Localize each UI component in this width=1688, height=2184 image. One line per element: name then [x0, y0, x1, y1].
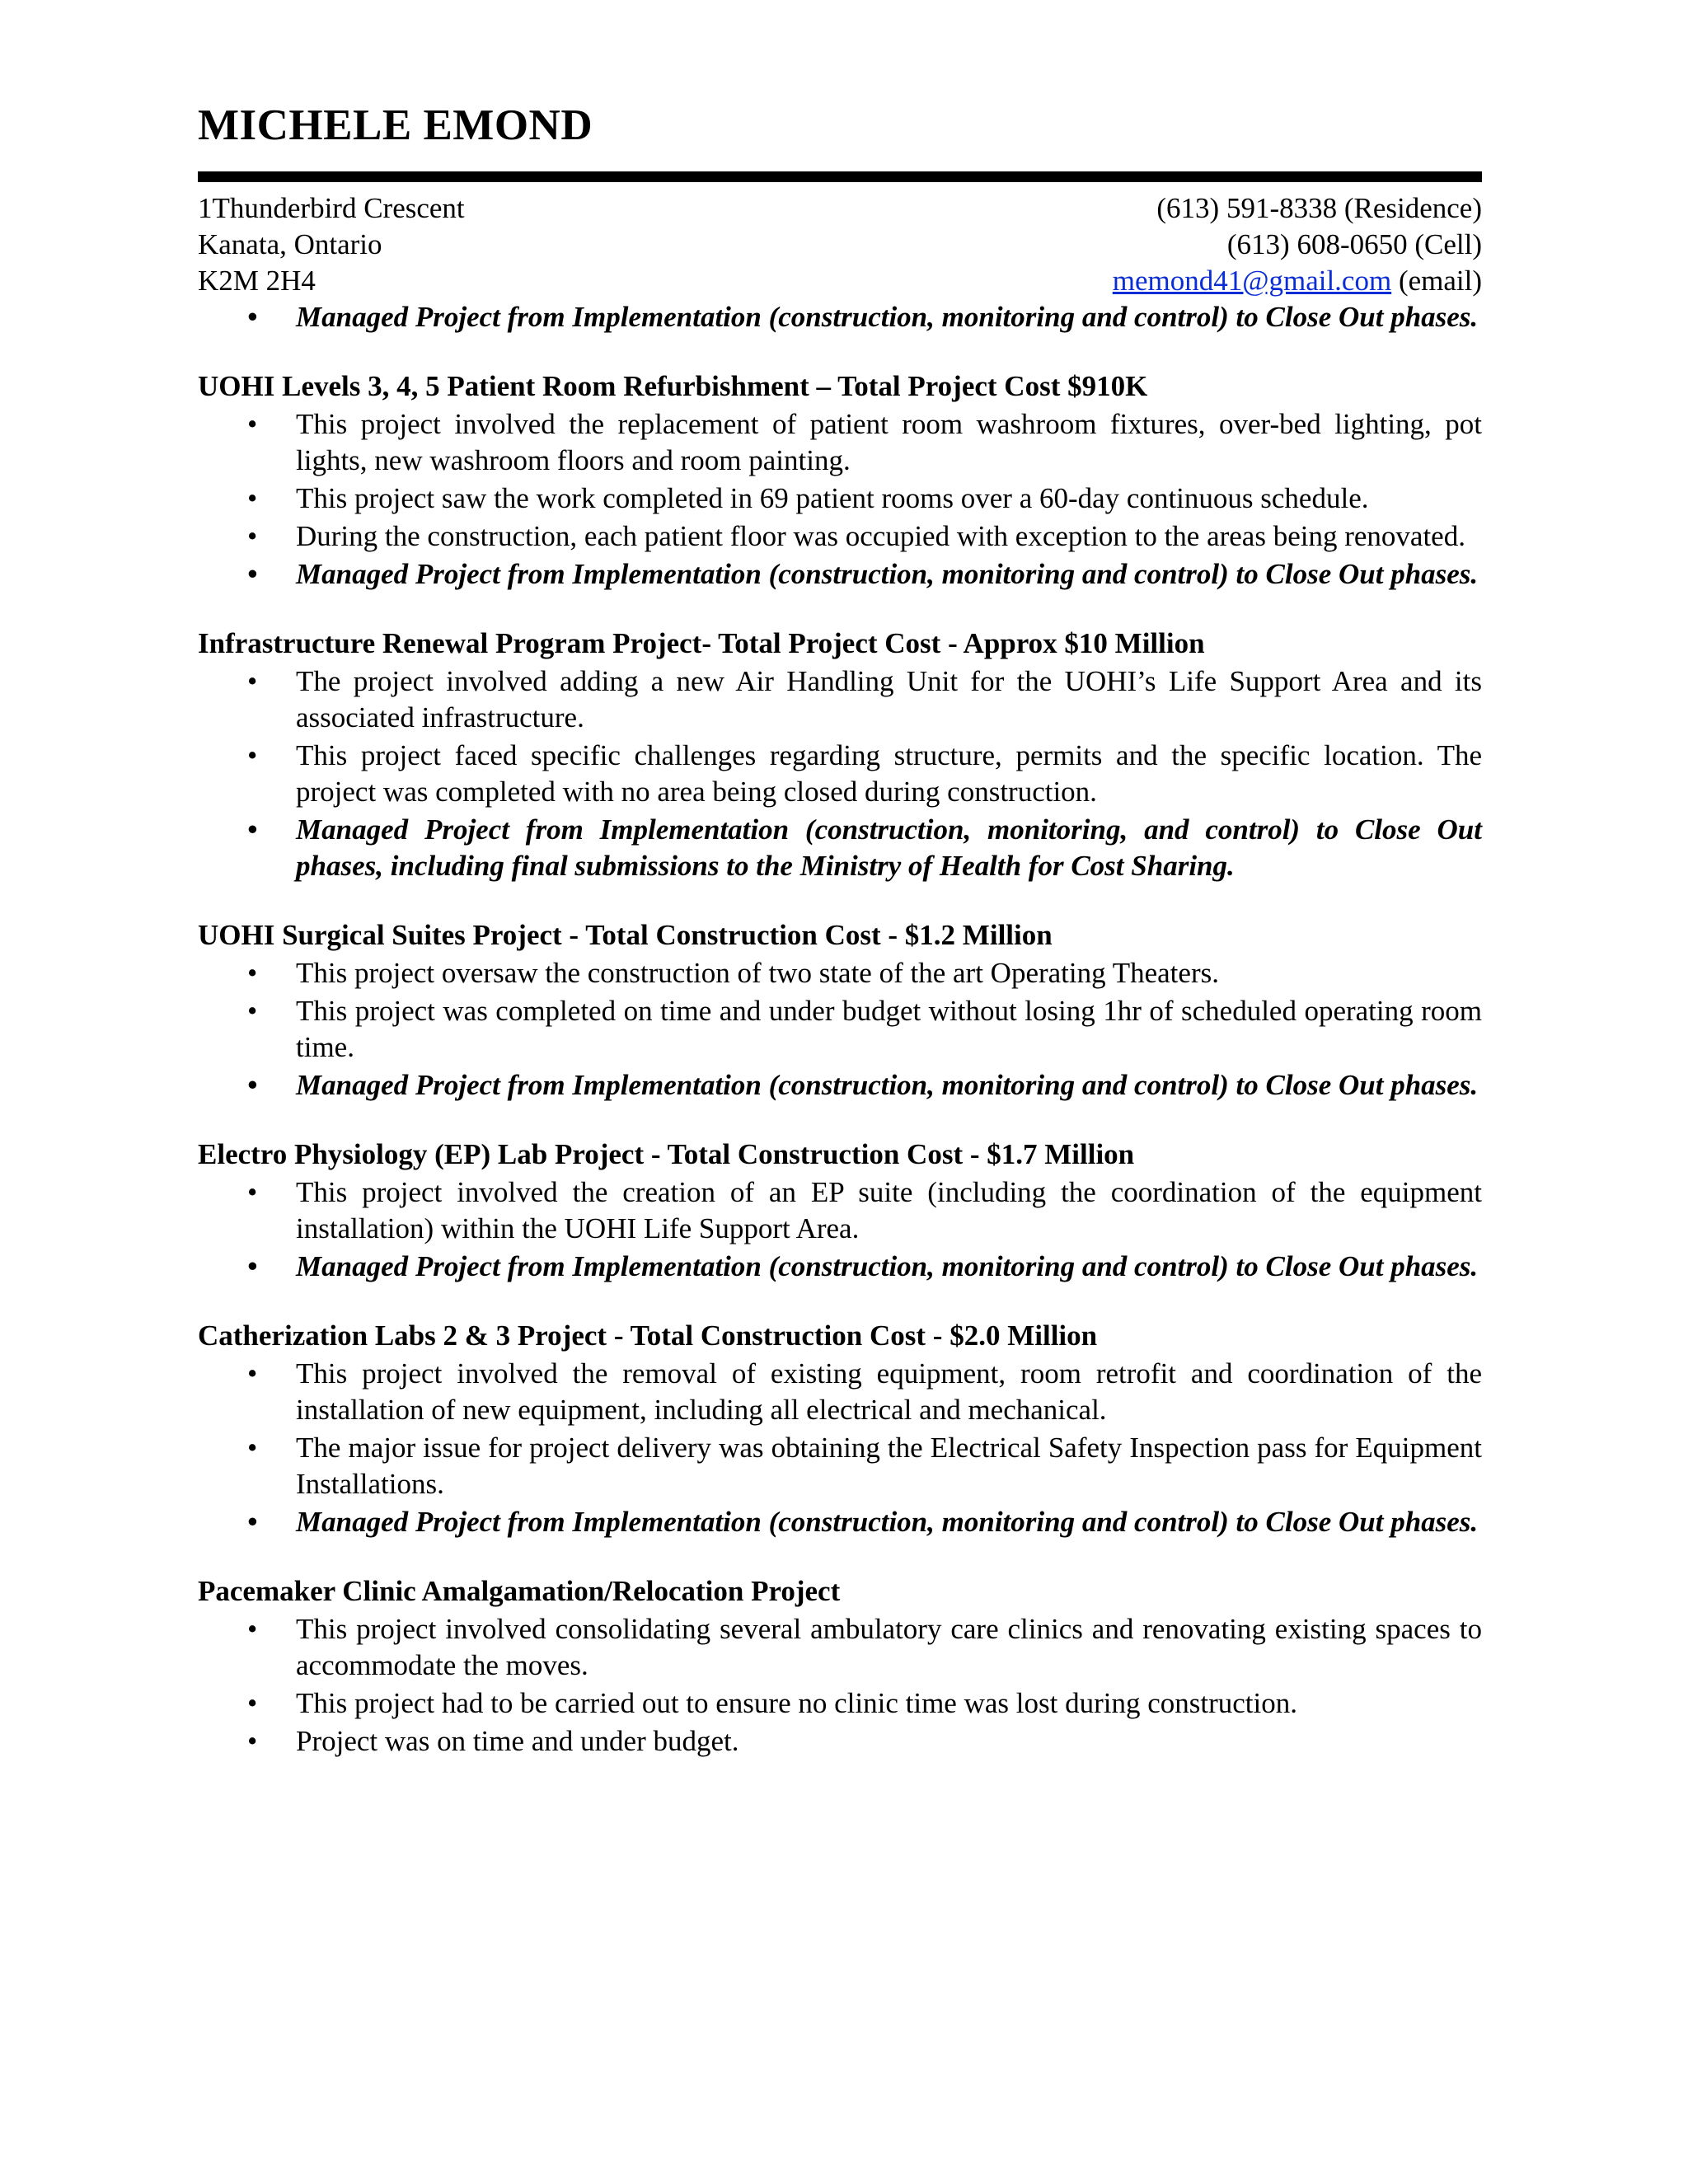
list-item-text: The major issue for project delivery was obtaining the Electrical Safety Inspection pass for Equipment Installations.	[296, 1432, 1482, 1500]
section-patient-room-refurbishment	[198, 368, 1482, 593]
list-item	[198, 1249, 1482, 1285]
list-item-text: This project had to be carried out to ensure no clinic time was lost during construction.	[296, 1687, 1297, 1719]
list-item-text: This project involved consolidating several ambulatory care clinics and renovating existing spaces to accommodate the moves.	[296, 1613, 1482, 1681]
bullet-icon: •	[247, 739, 258, 771]
list-item	[198, 1723, 1482, 1760]
section-title: Electro Physiology (EP) Lab Project - Total Construction Cost - $1.7 Million	[198, 1138, 1135, 1170]
list-item-text: Project was on time and under budget.	[296, 1725, 739, 1757]
address-postal: K2M 2H4	[198, 265, 316, 297]
bullet-icon: •	[247, 995, 258, 1027]
candidate-name: MICHELE EMOND	[198, 101, 593, 149]
intro-bullet-list	[198, 299, 1482, 335]
bullet-list	[198, 663, 1482, 884]
list-item-text: Managed Project from Implementation (construction, monitoring and control) to Close Out phases.	[296, 1506, 1479, 1538]
list-item	[198, 1504, 1482, 1540]
contact-block	[198, 190, 1482, 299]
bullet-icon: •	[247, 813, 258, 846]
section-title: UOHI Levels 3, 4, 5 Patient Room Refurbishment – Total Project Cost $910K	[198, 370, 1148, 402]
bullet-icon: •	[247, 482, 258, 514]
bullet-icon: •	[247, 520, 258, 552]
list-item	[198, 518, 1482, 555]
list-item	[198, 955, 1482, 991]
section-infrastructure-renewal	[198, 626, 1482, 884]
section-title: Pacemaker Clinic Amalgamation/Relocation Project	[198, 1575, 841, 1607]
list-item	[198, 1685, 1482, 1722]
bullet-list	[198, 1174, 1482, 1285]
bullet-icon: •	[247, 1613, 258, 1645]
bullet-icon: •	[247, 665, 258, 697]
list-item	[198, 1356, 1482, 1428]
bullet-list	[198, 955, 1482, 1104]
list-item	[198, 299, 1482, 335]
list-item-text: This project saw the work completed in 69 patient rooms over a 60-day continuous schedule.	[296, 482, 1369, 514]
list-item	[198, 1430, 1482, 1502]
list-item-text: This project involved the replacement of patient room washroom fixtures, over-bed lighting, pot lights, new washroom floors and room painting.	[296, 408, 1482, 476]
bullet-list	[198, 406, 1482, 593]
list-item-text: Managed Project from Implementation (construction, monitoring and control) to Close Out phases.	[296, 558, 1479, 590]
resume-page	[198, 97, 1482, 1761]
section-title: Catherization Labs 2 & 3 Project - Total Construction Cost - $2.0 Million	[198, 1319, 1098, 1352]
list-item	[198, 993, 1482, 1066]
bullet-icon: •	[247, 1725, 258, 1757]
list-item	[198, 663, 1482, 736]
list-item	[198, 406, 1482, 479]
list-item-text: This project was completed on time and under budget without losing 1hr of scheduled operating room time.	[296, 995, 1482, 1063]
section-surgical-suites	[198, 917, 1482, 1104]
bullet-icon: •	[247, 957, 258, 989]
bullet-icon: •	[247, 408, 258, 440]
bullet-icon: •	[247, 1432, 258, 1464]
list-item	[198, 480, 1482, 517]
list-item-text: This project involved the removal of existing equipment, room retrofit and coordination of the installation of new equipment, including all electrical and mechanical.	[296, 1357, 1482, 1426]
bullet-list	[198, 1611, 1482, 1760]
section-catherization-labs	[198, 1318, 1482, 1540]
list-item	[198, 1611, 1482, 1684]
list-item-text: Managed Project from Implementation (construction, monitoring and control) to Close Out phases.	[296, 1069, 1479, 1101]
address-city: Kanata, Ontario	[198, 228, 382, 260]
bullet-list	[198, 1356, 1482, 1540]
address-street: 1Thunderbird Crescent	[198, 192, 465, 224]
list-item-text: This project faced specific challenges regarding structure, permits and the specific location. The project was completed with no area being closed during construction.	[296, 739, 1482, 808]
list-item-text: During the construction, each patient floor was occupied with exception to the areas being renovated.	[296, 520, 1465, 552]
list-item-text: Managed Project from Implementation (construction, monitoring and control) to Close Out phases.	[296, 301, 1479, 333]
list-item	[198, 812, 1482, 884]
address-block	[198, 190, 465, 299]
bullet-icon: •	[247, 1250, 258, 1282]
section-pacemaker-clinic	[198, 1573, 1482, 1760]
bullet-icon: •	[247, 1506, 258, 1538]
bullet-icon: •	[247, 1176, 258, 1208]
list-item	[198, 556, 1482, 593]
email-suffix: (email)	[1391, 265, 1482, 297]
header-rule	[198, 171, 1482, 182]
bullet-icon: •	[247, 1357, 258, 1390]
list-item-text: This project involved the creation of an EP suite (including the coordination of the equipment installation) within the UOHI Life Support Area.	[296, 1176, 1482, 1244]
list-item	[198, 738, 1482, 810]
section-title: UOHI Surgical Suites Project - Total Construction Cost - $1.2 Million	[198, 919, 1053, 951]
email-link[interactable]: memond41@gmail.com	[1112, 265, 1392, 297]
phone-cell: (613) 608-0650 (Cell)	[1226, 228, 1482, 260]
list-item-text: Managed Project from Implementation (construction, monitoring and control) to Close Out phases.	[296, 1250, 1479, 1282]
bullet-icon: •	[247, 301, 258, 333]
section-ep-lab	[198, 1137, 1482, 1285]
bullet-icon: •	[247, 1687, 258, 1719]
phone-residence: (613) 591-8338 (Residence)	[1156, 192, 1482, 224]
section-title: Infrastructure Renewal Program Project- Total Project Cost - Approx $10 Million	[198, 627, 1205, 659]
bullet-icon: •	[247, 1069, 258, 1101]
bullet-icon: •	[247, 558, 258, 590]
list-item	[198, 1067, 1482, 1104]
list-item-text: This project oversaw the construction of two state of the art Operating Theaters.	[296, 957, 1219, 989]
list-item	[198, 1174, 1482, 1247]
email-line	[1113, 263, 1482, 299]
list-item-text: Managed Project from Implementation (construction, monitoring, and control) to Close Out phases, including final submissions to the Ministry of Health for Cost Sharing.	[296, 813, 1482, 882]
list-item-text: The project involved adding a new Air Handling Unit for the UOHI’s Life Support Area and its associated infrastructure.	[296, 665, 1482, 733]
phone-email-block	[1113, 190, 1482, 299]
